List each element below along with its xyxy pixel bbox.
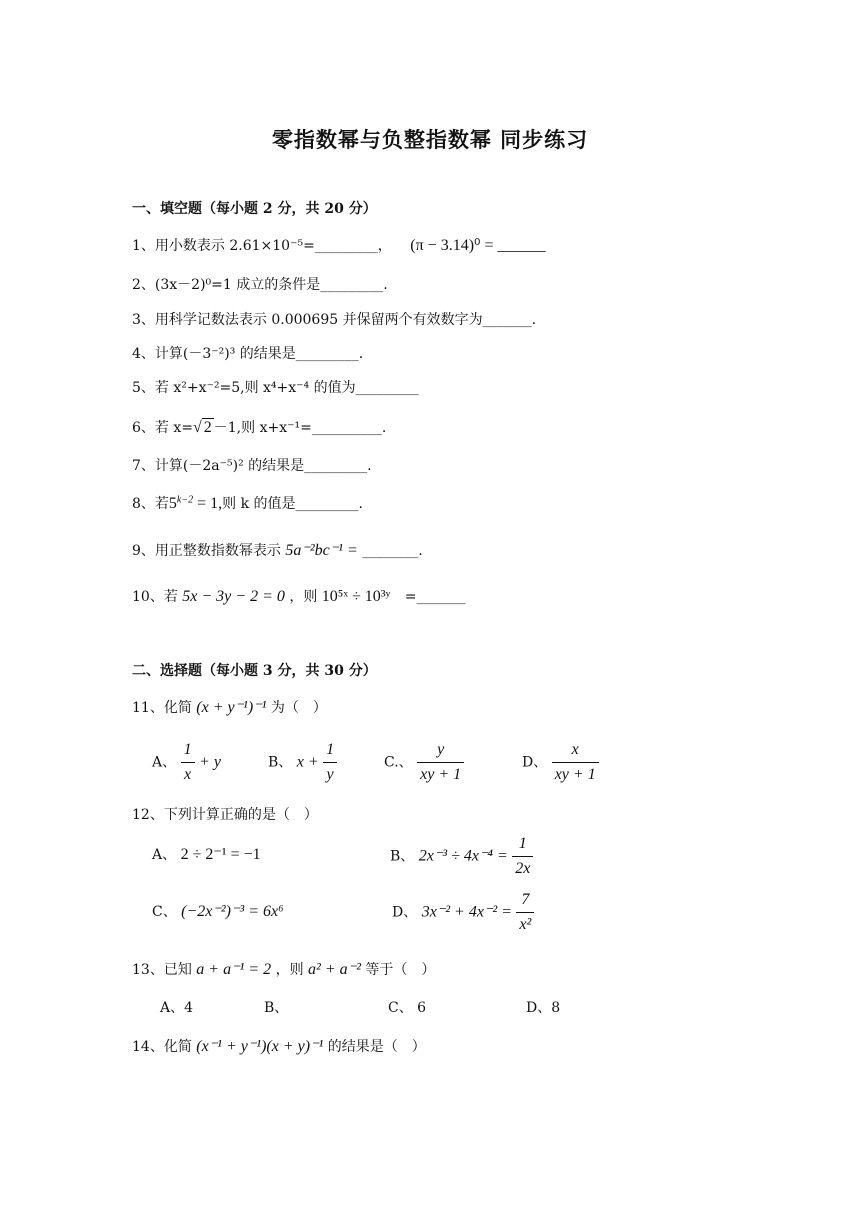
question-12: 12、下列计算正确的是（ ） xyxy=(132,807,318,823)
section-heading-fill-in: 一、填空题（每小题 2 分，共 20 分） xyxy=(132,201,377,217)
option-d-numerator: 7 xyxy=(516,890,534,913)
option-d-label: D、 xyxy=(522,754,548,771)
question-5: 5、若 x²+x⁻²=5,则 x⁴+x⁻⁴ 的值为_________ xyxy=(132,380,419,396)
question-13-text-c: 等于（ ） xyxy=(365,962,436,978)
question-13-text-b: ，则 xyxy=(275,962,304,978)
option-a-numerator: 1 xyxy=(181,740,195,763)
question-13 xyxy=(132,960,435,980)
question-6-text-b: －1,则 x+x⁻¹=__________. xyxy=(213,420,387,436)
question-8-text-a: 8、若 xyxy=(132,496,169,512)
question-11-choice-paren: 为（ ） xyxy=(270,700,327,716)
option-c-label: C.、 xyxy=(384,754,413,771)
option-a-label: A、 xyxy=(152,754,177,771)
question-10 xyxy=(132,587,466,607)
question-14 xyxy=(132,1037,426,1057)
question-6-text-a: 6、若 x= xyxy=(132,420,193,436)
option-d-fraction xyxy=(552,740,599,785)
option-c-math: (−2x⁻²)⁻³ = 6x⁶ xyxy=(181,903,284,920)
option-a-math: 2 ÷ 2⁻¹ = −1 xyxy=(180,846,261,863)
option-d-fraction xyxy=(516,890,534,935)
page-title: 零指数幂与负整指数幂 同步练习 xyxy=(271,127,589,152)
sqrt-symbol: √ xyxy=(192,419,202,436)
option-d-denominator: x² xyxy=(519,916,532,933)
option-c-fraction xyxy=(417,740,464,785)
option-b-fraction xyxy=(323,740,337,785)
question-8-equals: = 1, xyxy=(193,495,223,512)
question-11-text: 11、化简 xyxy=(132,700,192,716)
option-b-fraction xyxy=(512,834,533,879)
question-13-math-2: a² + a⁻² xyxy=(308,961,361,978)
section-heading-multiple-choice: 二、选择题（每小题 3 分，共 30 分） xyxy=(132,663,377,679)
option-b-denominator: y xyxy=(326,766,334,783)
option-b-math: 2x⁻³ ÷ 4x⁻⁴ = xyxy=(418,847,508,865)
question-3: 3、用科学记数法表示 0.000695 并保留两个有效数字为_______. xyxy=(132,312,537,328)
question-13-option-c: C、 6 xyxy=(388,1000,427,1016)
question-10-text-a: 10、若 xyxy=(132,589,178,605)
question-13-option-a: A、4 xyxy=(160,1000,194,1016)
question-4: 4、计算(－3⁻²)³ 的结果是_________. xyxy=(132,346,364,362)
question-14-math: (x⁻¹ + y⁻¹)(x + y)⁻¹ xyxy=(196,1038,324,1055)
question-13-math: a + a⁻¹ = 2 xyxy=(196,961,272,978)
option-d-label: D、 xyxy=(392,904,418,921)
question-6 xyxy=(132,418,386,438)
option-b-numerator: 1 xyxy=(323,740,337,763)
question-9-blank: ________. xyxy=(362,543,423,559)
question-1 xyxy=(132,236,545,256)
question-9 xyxy=(132,541,423,561)
option-a-tail: + y xyxy=(199,753,221,771)
question-12-option-c xyxy=(152,902,284,922)
question-10-math-2: 10⁵ˣ ÷ 10³ʸ xyxy=(321,588,391,605)
question-11-option-a xyxy=(152,740,221,785)
option-d-math: 3x⁻² + 4x⁻² = xyxy=(421,903,512,921)
question-11-option-b xyxy=(268,740,337,785)
question-7: 7、计算(－2a⁻⁵)² 的结果是_________. xyxy=(132,458,372,474)
question-13-option-d: D、8 xyxy=(526,1000,561,1016)
question-2: 2、(3x－2)⁰=1 成立的条件是_________. xyxy=(132,277,388,293)
option-a-fraction xyxy=(181,740,195,785)
question-12-option-d xyxy=(392,890,534,935)
question-8 xyxy=(132,494,363,514)
question-14-text-b: 的结果是（ ） xyxy=(327,1039,426,1055)
option-b-denominator: 2x xyxy=(515,860,531,877)
question-11-math: (x + y⁻¹)⁻¹ xyxy=(196,699,267,716)
question-11-option-c xyxy=(384,740,464,785)
question-9-math: 5a⁻²bc⁻¹ = xyxy=(285,542,358,559)
question-14-text-a: 14、化简 xyxy=(132,1039,192,1055)
question-8-text-b: 则 k 的值是_________. xyxy=(222,496,363,512)
question-10-blank: =_______ xyxy=(404,589,466,605)
option-a-denominator: x xyxy=(184,766,192,783)
option-d-numerator: x xyxy=(552,740,599,763)
sqrt-radicand xyxy=(202,418,214,438)
option-a-label: A、 xyxy=(152,847,177,863)
option-d-denominator: xy + 1 xyxy=(554,766,596,783)
option-b-label: B、 xyxy=(268,754,293,771)
option-c-label: C、 xyxy=(152,904,177,920)
question-10-math: 5x − 3y − 2 = 0 xyxy=(182,588,285,605)
sqrt-value: 2 xyxy=(203,419,212,436)
question-9-text-a: 9、用正整数指数幂表示 xyxy=(132,543,281,559)
question-12-option-a xyxy=(152,845,261,865)
question-13-option-b: B、 xyxy=(264,1000,289,1016)
question-8-base: 5 xyxy=(168,495,177,512)
option-c-numerator: y xyxy=(417,740,464,763)
question-1-math: (π − 3.14)⁰ = ______ xyxy=(410,237,546,254)
question-12-option-b xyxy=(390,834,533,879)
option-c-denominator: xy + 1 xyxy=(420,766,462,783)
question-10-text-b: ，则 xyxy=(289,589,318,605)
option-b-numerator: 1 xyxy=(512,834,533,857)
option-b-head: x + xyxy=(296,753,319,771)
question-13-text-a: 13、已知 xyxy=(132,962,192,978)
question-1-text: 1、用小数表示 2.61×10⁻⁵=_________， xyxy=(132,238,392,254)
question-8-exponent: k−2 xyxy=(176,494,194,506)
question-11 xyxy=(132,698,327,718)
question-11-option-d xyxy=(522,740,599,785)
option-b-label: B、 xyxy=(390,848,415,865)
